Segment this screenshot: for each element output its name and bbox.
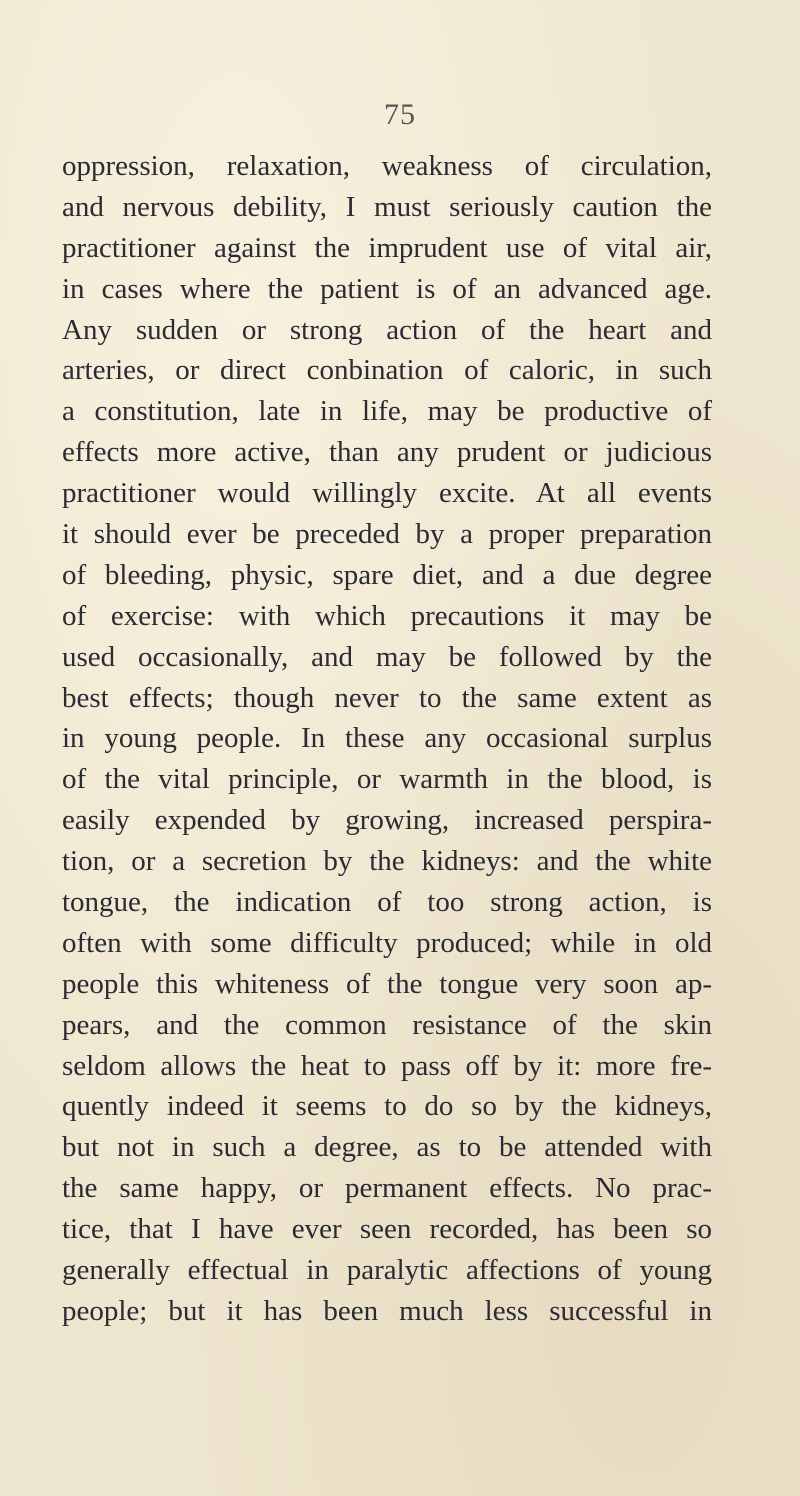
text-line: used occasionally, and may be followed by the — [62, 640, 712, 673]
text-line: often with some difficulty produced; while in old — [62, 926, 712, 959]
page-number: 75 — [384, 98, 416, 131]
text-line: people; but it has been much less successful in — [62, 1294, 712, 1327]
text-line: in cases where the patient is of an advanced age. — [62, 272, 712, 305]
text-line: seldom allows the heat to pass off by it: more fre- — [62, 1049, 712, 1082]
text-line: but not in such a degree, as to be attended with — [62, 1131, 712, 1164]
text-line: best effects; though never to the same extent as — [62, 681, 712, 714]
text-line: it should ever be preceded by a proper preparation — [62, 518, 712, 551]
text-line: tion, or a secretion by the kidneys: and the white — [62, 845, 712, 878]
body-text — [62, 146, 712, 1332]
text-line: easily expended by growing, increased perspira- — [62, 804, 712, 837]
text-line: effects more active, than any prudent or judicious — [62, 436, 712, 469]
text-line: people this whiteness of the tongue very soon ap- — [62, 967, 712, 1000]
text-line: of exercise: with which precautions it may be — [62, 599, 712, 632]
text-line: and nervous debility, I must seriously caution the — [62, 190, 712, 223]
text-line: practitioner would willingly excite. At all events — [62, 477, 712, 510]
text-line: oppression, relaxation, weakness of circulation, — [62, 150, 712, 182]
text-line: tice, that I have ever seen recorded, has been so — [62, 1213, 712, 1246]
text-line: tongue, the indication of too strong action, is — [62, 886, 712, 919]
text-line: quently indeed it seems to do so by the kidneys, — [62, 1090, 712, 1123]
text-line: practitioner against the imprudent use of vital air, — [62, 231, 712, 264]
text-line: pears, and the common resistance of the skin — [62, 1008, 712, 1041]
text-line: of the vital principle, or warmth in the blood, is — [62, 763, 712, 796]
text-line: generally effectual in paralytic affections of young — [62, 1254, 712, 1287]
text-line: the same happy, or permanent effects. No prac- — [62, 1172, 712, 1205]
text-line: a constitution, late in life, may be productive of — [62, 395, 712, 428]
text-line: of bleeding, physic, spare diet, and a due degree — [62, 558, 712, 591]
text-line: Any sudden or strong action of the heart and — [62, 313, 712, 346]
text-line: arteries, or direct conbination of caloric, in such — [62, 354, 712, 387]
text-line: in young people. In these any occasional surplus — [62, 722, 712, 755]
